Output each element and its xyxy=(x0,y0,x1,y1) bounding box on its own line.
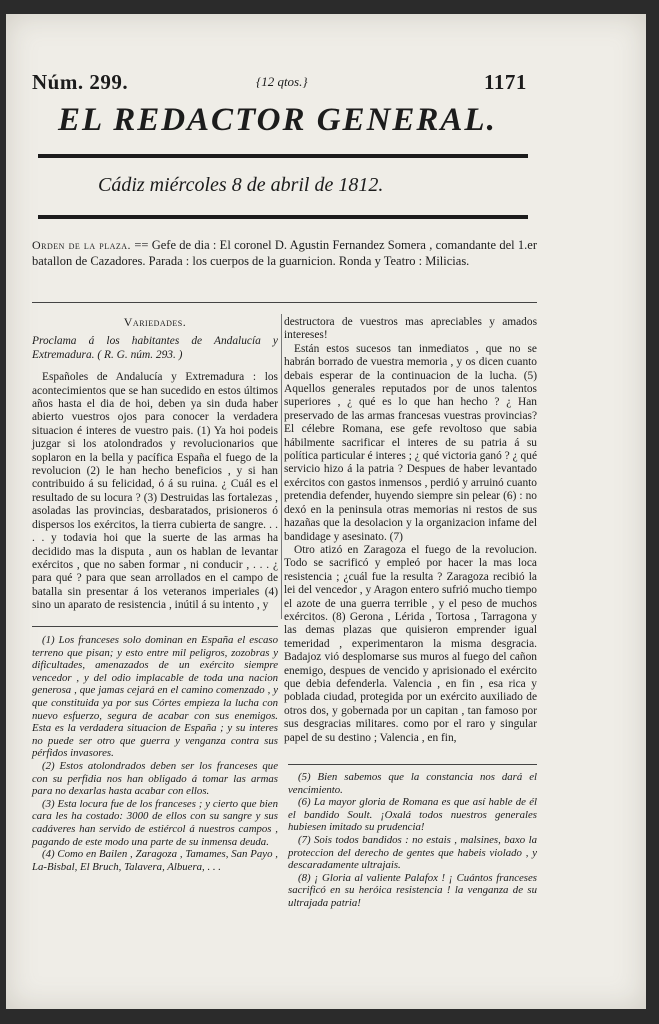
proclama-subtitle: Proclama á los habitantes de Andalucía y Extremadura. ( R. G. núm. 293. ) xyxy=(32,335,278,361)
footnotes-right xyxy=(288,771,537,910)
price-note: {12 qtos.} xyxy=(256,74,308,89)
footnote-8: (8) ¡ Gloria al valiente Palafox ! ¡ Cuántos franceses sacrificó en su heróica resistencia ! la venganza de su ultrajada patria! xyxy=(288,871,537,909)
page-number: 1171 xyxy=(484,70,527,94)
column-divider xyxy=(281,314,282,619)
right-paragraph-1: destructora de vuestros mas apreciables y amados intereses! xyxy=(284,316,537,342)
footnote-2: (2) Estos atolondrados deben ser los franceses que con su perfidia nos han obligado á tomar las armas para no dexarlas hasta acabar con ellos. xyxy=(32,759,278,798)
footnote-4: (4) Como en Bailen , Zaragoza , Tamames, San Payo , La-Bisbal, El Bruch, Talavera, Albuera, . . . xyxy=(32,848,278,873)
right-paragraph-3: Otro atizó en Zaragoza el fuego de la revolucion. Todo se sacrificó y empleó por hacer la mas loca resistencia ; ¿cuál fue la resulta ? Zaragoza recibió la lei del vencedor , y Aragon entero sufrió mucho tiempo el azote de una guerra terrible , y el peso de muchos exércitos. (8) Gerona , Lérida , Tortosa , Tarragona y las demas plazas que quisieron emprender igual temeridad , experimentaron la misma desgracia. Badajoz vió desplomarse sus muros al fuego del cañon enemigo, despues de vencido y aprisionado el exército que debia defenderla. Valencia , en fin , esa rica y poblada ciudad, protegida por un exército auxiliado de otros dos, y gobernada por un capitan , tan famoso por sus desgracias militares. como por el raro y singular papel de su destino ; Valencia , en fin, xyxy=(284,543,537,744)
footnote-7: (7) Sois todos bandidos : no estais , malsines, baxo la proteccion del derecho de gentes que habeis violado , y descaradamente ultrajais. xyxy=(288,833,537,872)
orden-text: == Gefe de dia : El coronel D. Agustin Fernandez Somera , comandante del 1.er batallon de Cazadores. Parada : los cuerpos de la guarnicion. Ronda y Teatro : Milicias. xyxy=(32,238,537,268)
footnote-1: (1) Los franceses solo dominan en España el escaso terreno que pisan; y esto entre mil peligros, zozobras y dificultades, amenazados de un exército siempre vencedor , y del odio implacable de toda una nacion generosa , que jamas cejará en el camino comenzado , y que constituida ya por sus Córtes empieza la lucha con nuevo esfuerzo, segura de acabar con sus enemigos. Esta es la verdadera situacion de España ; y su interes no puede ser otro que guerra y venganza contra sus pérfidos invasores. xyxy=(32,634,278,760)
masthead: EL REDACTOR GENERAL. xyxy=(58,102,497,138)
footnote-rule-right xyxy=(288,764,537,765)
footnote-6: (6) La mayor gloria de Romana es que así hable de él el bandido Soult. ¡Oxalá todos nuestros generales hubiesen imitado su prudencia! xyxy=(288,796,537,834)
masthead-rule xyxy=(38,154,528,158)
footnote-3: (3) Esta locura fue de los franceses ; y cierto que bien cara les ha costado: 3000 de ellos con su sangre y sus cadáveres han servido de estiércol á nuestros campos , pagando de este modo una parte de su inmensa deuda. xyxy=(32,797,278,848)
orden-label: Orden de la plaza. xyxy=(32,238,132,252)
proclama-body: Españoles de Andalucía y Extremadura : los acontecimientos que se han sucedido en estos últimos años hasta el dia de hoi, deben ya sin duda haber abierto vuestros ojos para conocer la verdadera situacion é interes de vuestro pais. (1) Ya hoi podeis juzgar si los atolondrados y revolucionarios que soplaron en la bella y pacífica España el fuego de la revolucion (2) le han hecho beneficios , y si han contribuido á su felicidad, ó á su ruina. ¿ Cuál es el resultado de su locura ? (3) Destruidas las fortalezas , asoladas las provincias, desbaratados, prisioneros ó dispersos los exércitos, la tierra cubierta de sangre. . . . . y todavia hoi que la suerte de las armas ha decidido mas la disputa , aun os hablan de levantar exércitos , que no saben formar , ni conducir , . . . ¿ para qué ? para que sean arrollados en el campo de batalla sin presentar á los veteranos imperiales (4) sino un aparato de resistencia , inútil á su intento , y xyxy=(32,371,278,612)
dateline-rule xyxy=(38,215,528,219)
newspaper-page xyxy=(6,14,646,1009)
issue-number: Núm. 299. xyxy=(32,70,129,94)
orden-de-la-plaza xyxy=(32,237,537,269)
section-divider xyxy=(32,302,537,303)
footnote-5: (5) Bien sabemos que la constancia nos dará el vencimiento. xyxy=(288,771,537,796)
dateline: Cádiz miércoles 8 de abril de 1812. xyxy=(98,174,384,196)
footnote-rule-left xyxy=(32,626,278,627)
section-title: Variedades. xyxy=(123,315,187,329)
left-column xyxy=(32,316,278,613)
right-column xyxy=(284,316,537,745)
right-paragraph-2: Están estos sucesos tan inmediatos , que no se habrán borrado de vuestra memoria , y os dicen cuanto debais esperar de la continuacion de la lucha. (5) Aquellos generales reputados por de unos talentos superiores , ¿ qué es lo que han hecho ? ¿ Han preservado de las armas francesas vuestras provincias? El célebre Romana, ese gefe revoltoso que sabia hábilmente sacrificar el interes de su patria á su política particular é interes ; ¿ qué victoria ganó ? ¿ qué servicio hizo á la patria ? Despues de haber levantado exércitos con gastos inmensos , perdió y arruinó cuanto pretendia defender, huyendo siempre sin pelear (6) : no dexó en la peninsula otras memorias ni restos de sus hazañas que la desolacion y la organizacion infame del bandidage y asesinato. (7) xyxy=(284,342,537,543)
footnotes-left xyxy=(32,634,278,873)
